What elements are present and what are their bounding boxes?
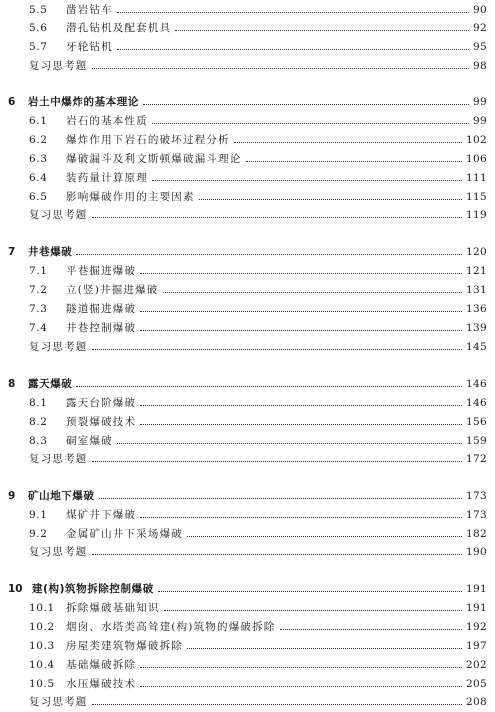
dot-leader	[280, 629, 463, 630]
page-number: 111	[466, 172, 487, 184]
page-number: 172	[466, 453, 487, 465]
toc-review-6[interactable]	[0, 205, 495, 221]
section-number: 10.4	[29, 659, 55, 671]
page-number: 119	[466, 209, 487, 221]
dot-leader	[164, 610, 462, 611]
section-title: 爆炸作用下岩石的破坏过程分析	[66, 134, 230, 146]
section-number: 10.2	[29, 621, 55, 633]
review-title: 复习思考题	[29, 546, 88, 558]
toc-entry-6-1[interactable]	[0, 111, 495, 127]
toc-entry-6-2[interactable]	[0, 130, 495, 146]
toc-entry-7-4[interactable]	[0, 318, 495, 334]
section-title: 平巷掘进爆破	[66, 265, 137, 277]
chapter-number: 7	[8, 246, 16, 258]
section-number: 10.5	[29, 678, 55, 690]
toc-chapter-10[interactable]	[0, 579, 495, 595]
toc-entry-7-3[interactable]	[0, 299, 495, 315]
toc-review-10[interactable]	[0, 692, 495, 708]
page-number: 208	[466, 696, 487, 708]
page-number: 139	[466, 322, 487, 334]
section-number: 9.2	[29, 528, 48, 540]
section-number: 6.4	[29, 172, 48, 184]
toc-entry-7-1[interactable]	[0, 261, 495, 277]
page-number: 159	[466, 435, 487, 447]
dot-leader	[175, 30, 469, 31]
section-title: 房屋类建筑物爆破拆除	[66, 640, 183, 652]
section-title: 凿岩钻车	[66, 4, 113, 16]
dot-leader	[117, 49, 469, 50]
page-number: 156	[466, 416, 487, 428]
section-title: 硐室爆破	[66, 435, 113, 447]
toc-chapter-7[interactable]	[0, 242, 495, 258]
dot-leader	[246, 161, 463, 162]
page-number: 136	[466, 303, 487, 315]
section-number: 8.1	[29, 397, 48, 409]
dot-leader	[199, 199, 462, 200]
section-title: 拆除爆破基础知识	[66, 602, 160, 614]
dot-leader	[76, 254, 462, 255]
dot-leader	[187, 536, 462, 537]
chapter-number: 8	[8, 378, 16, 390]
section-title: 爆破漏斗及利文斯顿爆破漏斗理论	[66, 153, 242, 165]
chapter-title: 建(构)筑物拆除控制爆破	[32, 583, 154, 595]
toc-entry-9-1[interactable]	[0, 505, 495, 521]
toc-entry-6-5[interactable]	[0, 187, 495, 203]
review-title: 复习思考题	[29, 696, 88, 708]
section-title: 露天台阶爆破	[66, 397, 137, 409]
section-title: 金属矿山井下采场爆破	[66, 528, 183, 540]
section-number: 7.1	[29, 265, 48, 277]
toc-entry-10-4[interactable]	[0, 655, 495, 671]
review-title: 复习思考题	[29, 453, 88, 465]
section-title: 隧道掘进爆破	[66, 303, 137, 315]
section-title: 预裂爆破技术	[66, 416, 137, 428]
section-title: 潜孔钻机及配套机具	[66, 22, 172, 34]
section-number: 8.3	[29, 435, 48, 447]
page-number: 106	[466, 153, 487, 165]
section-title: 牙轮钻机	[66, 41, 113, 53]
page-number: 121	[466, 265, 487, 277]
section-number: 10.3	[29, 640, 55, 652]
page-number: 92	[473, 22, 487, 34]
dot-leader	[163, 292, 463, 293]
toc-entry-8-1[interactable]	[0, 393, 495, 409]
dot-leader	[92, 704, 463, 705]
toc-entry-5-6[interactable]	[0, 18, 495, 34]
page-number: 115	[466, 191, 487, 203]
toc-chapter-8[interactable]	[0, 374, 495, 390]
review-title: 复习思考题	[29, 60, 88, 72]
section-title: 井巷控制爆破	[66, 322, 137, 334]
section-title: 立(竖)井掘进爆破	[66, 284, 159, 296]
page-number: 98	[473, 60, 487, 72]
dot-leader	[140, 424, 462, 425]
dot-leader	[92, 217, 463, 218]
toc-entry-10-2[interactable]	[0, 617, 495, 633]
section-number: 6.2	[29, 134, 48, 146]
page-number: 120	[466, 246, 487, 258]
section-number: 5.6	[29, 22, 48, 34]
section-number: 7.2	[29, 284, 48, 296]
toc-review-7[interactable]	[0, 337, 495, 353]
section-number: 9.1	[29, 509, 48, 521]
page-number: 182	[466, 528, 487, 540]
dot-leader	[99, 498, 462, 499]
dot-leader	[152, 123, 469, 124]
dot-leader	[152, 180, 462, 181]
dot-leader	[140, 667, 462, 668]
toc-review-5[interactable]	[0, 56, 495, 72]
section-title: 烟囱、水塔类高耸建(构)筑物的爆破拆除	[66, 621, 276, 633]
toc-entry-7-2[interactable]	[0, 280, 495, 296]
section-number: 7.4	[29, 322, 48, 334]
section-title: 影响爆破作用的主要因素	[66, 191, 195, 203]
toc-review-9[interactable]	[0, 542, 495, 558]
page-number: 205	[466, 678, 487, 690]
dot-leader	[92, 68, 470, 69]
toc-entry-5-7[interactable]	[0, 37, 495, 53]
page-number: 190	[466, 546, 487, 558]
dot-leader	[140, 273, 462, 274]
section-title: 煤矿井下爆破	[66, 509, 137, 521]
dot-leader	[76, 386, 462, 387]
toc-entry-9-2[interactable]	[0, 524, 495, 540]
toc-entry-6-4[interactable]	[0, 168, 495, 184]
page-number: 90	[473, 4, 487, 16]
review-title: 复习思考题	[29, 209, 88, 221]
dot-leader	[117, 12, 469, 13]
chapter-title: 矿山地下爆破	[28, 490, 95, 502]
section-number: 6.1	[29, 115, 48, 127]
toc-entry-6-3[interactable]	[0, 149, 495, 165]
dot-leader	[92, 349, 463, 350]
section-number: 7.3	[29, 303, 48, 315]
section-number: 10.1	[29, 602, 55, 614]
toc-entry-8-3[interactable]	[0, 431, 495, 447]
page-number: 99	[473, 96, 487, 108]
toc-entry-10-1[interactable]	[0, 598, 495, 614]
dot-leader	[92, 554, 463, 555]
page-number: 131	[466, 284, 487, 296]
chapter-title: 井巷爆破	[28, 246, 73, 258]
page-number: 146	[466, 378, 487, 390]
section-number: 5.5	[29, 4, 48, 16]
section-title: 装药量计算原理	[66, 172, 148, 184]
chapter-number: 10	[8, 583, 23, 595]
dot-leader	[234, 142, 462, 143]
chapter-number: 9	[8, 490, 16, 502]
dot-leader	[187, 648, 462, 649]
page-number: 197	[466, 640, 487, 652]
page-number: 191	[466, 602, 487, 614]
dot-leader	[140, 517, 462, 518]
page-number: 99	[473, 115, 487, 127]
page-number: 95	[473, 41, 487, 53]
section-title: 基础爆破拆除	[66, 659, 137, 671]
page-number: 173	[466, 509, 487, 521]
section-number: 6.5	[29, 191, 48, 203]
page-number: 145	[466, 341, 487, 353]
dot-leader	[140, 311, 462, 312]
toc-entry-10-5[interactable]	[0, 674, 495, 690]
dot-leader	[92, 461, 463, 462]
toc-chapter-9[interactable]	[0, 486, 495, 502]
section-number: 6.3	[29, 153, 48, 165]
toc-review-8[interactable]	[0, 449, 495, 465]
dot-leader	[117, 443, 462, 444]
page-number: 202	[466, 659, 487, 671]
section-title: 岩石的基本性质	[66, 115, 148, 127]
chapter-title: 岩土中爆炸的基本理论	[28, 96, 139, 108]
section-number: 5.7	[29, 41, 48, 53]
dot-leader	[140, 405, 462, 406]
page-number: 192	[466, 621, 487, 633]
page-number: 102	[466, 134, 487, 146]
dot-leader	[140, 686, 462, 687]
section-number: 8.2	[29, 416, 48, 428]
page-number: 146	[466, 397, 487, 409]
toc-entry-10-3[interactable]	[0, 636, 495, 652]
page-number: 191	[466, 583, 487, 595]
review-title: 复习思考题	[29, 341, 88, 353]
dot-leader	[158, 591, 462, 592]
toc-entry-5-5[interactable]	[0, 0, 495, 16]
section-title: 水压爆破技术	[66, 678, 137, 690]
chapter-title: 露天爆破	[28, 378, 73, 390]
page-number: 173	[466, 490, 487, 502]
dot-leader	[140, 330, 462, 331]
toc-entry-8-2[interactable]	[0, 412, 495, 428]
toc-chapter-6[interactable]	[0, 92, 495, 108]
chapter-number: 6	[8, 96, 16, 108]
dot-leader	[143, 104, 469, 105]
